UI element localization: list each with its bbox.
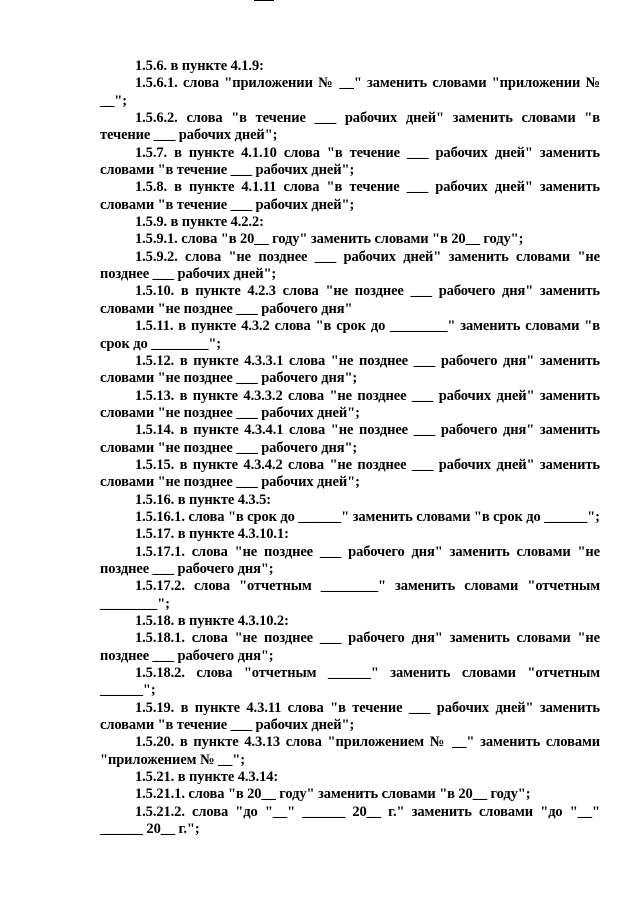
paragraph-1-5-6: 1.5.6. в пункте 4.1.9: <box>135 58 264 74</box>
paragraph-1-5-21: 1.5.21. в пункте 4.3.14: <box>135 769 279 786</box>
paragraph-1-5-17-2: 1.5.17.2. слова "отчетным ________" заменить словами "отчетным ________"; <box>100 578 600 612</box>
document-body <box>100 58 600 838</box>
paragraph-1-5-8: 1.5.8. в пункте 4.1.11 слова "в течение ___ рабочих дней" заменить словами "в течение ___ рабочих дней"; <box>100 179 600 213</box>
paragraph-1-5-7: 1.5.7. в пункте 4.1.10 слова "в течение ___ рабочих дней" заменить словами "в течение ___ рабочих дней"; <box>100 144 600 179</box>
paragraph-1-5-21-1: 1.5.21.1. слова "в 20__ году" заменить словами "в 20__ году"; <box>135 786 531 803</box>
page-top-mark <box>254 0 274 1</box>
paragraph-1-5-9-2: 1.5.9.2. слова "не позднее ___ рабочих дней" заменить словами "не позднее ___ рабочих дней"; <box>100 248 600 283</box>
paragraph-1-5-17: 1.5.17. в пункте 4.3.10.1: <box>135 526 289 543</box>
paragraph-1-5-19: 1.5.19. в пункте 4.3.11 слова "в течение ___ рабочих дней" заменить словами "в течение ___ рабочих дней"; <box>100 699 600 734</box>
paragraph-1-5-13: 1.5.13. в пункте 4.3.3.2 слова "не позднее ___ рабочих дней" заменить словами "не позднее ___ рабочих дней"; <box>100 387 600 421</box>
paragraph-1-5-16: 1.5.16. в пункте 4.3.5: <box>135 491 271 508</box>
paragraph-1-5-9: 1.5.9. в пункте 4.2.2: <box>135 214 264 231</box>
paragraph-1-5-14: 1.5.14. в пункте 4.3.4.1 слова "не позднее ___ рабочего дня" заменить словами "не позднее ___ рабочего дня"; <box>100 422 600 456</box>
paragraph-1-5-12: 1.5.12. в пункте 4.3.3.1 слова "не позднее ___ рабочего дня" заменить словами "не позднее ___ рабочего дня"; <box>100 352 600 387</box>
paragraph-1-5-21-2: 1.5.21.2. слова "до "__" ______ 20__ г." заменить словами "до "__" ______ 20__ г."; <box>100 803 600 838</box>
paragraph-1-5-6-1: 1.5.6.1. слова "приложении № __" заменить словами "приложении № __"; <box>100 75 600 109</box>
paragraph-1-5-15: 1.5.15. в пункте 4.3.4.2 слова "не позднее ___ рабочих дней" заменить словами "не позднее ___ рабочих дней"; <box>100 456 600 491</box>
paragraph-1-5-16-1: 1.5.16.1. слова "в срок до ______" заменить словами "в срок до ______"; <box>135 508 600 525</box>
paragraph-1-5-17-1: 1.5.17.1. слова "не позднее ___ рабочего дня" заменить словами "не позднее ___ рабочего дня"; <box>100 543 600 577</box>
paragraph-1-5-10: 1.5.10. в пункте 4.2.3 слова "не позднее ___ рабочего дня" заменить словами "не позднее ___ рабочего дня" <box>100 283 600 317</box>
paragraph-1-5-6-2: 1.5.6.2. слова "в течение ___ рабочих дней" заменить словами "в течение ___ рабочих дней"; <box>100 110 600 144</box>
paragraph-1-5-18-2: 1.5.18.2. слова "отчетным ______" заменить словами "отчетным ______"; <box>100 665 600 699</box>
paragraph-1-5-20: 1.5.20. в пункте 4.3.13 слова "приложением № __" заменить словами "приложением № __"; <box>100 734 600 768</box>
paragraph-1-5-18-1: 1.5.18.1. слова "не позднее ___ рабочего дня" заменить словами "не позднее ___ рабочего дня"; <box>100 630 600 664</box>
paragraph-1-5-18: 1.5.18. в пункте 4.3.10.2: <box>135 613 289 629</box>
paragraph-1-5-9-1: 1.5.9.1. слова "в 20__ году" заменить словами "в 20__ году"; <box>135 231 524 248</box>
paragraph-1-5-11: 1.5.11. в пункте 4.3.2 слова "в срок до ________" заменить словами "в срок до ________"; <box>100 318 600 352</box>
